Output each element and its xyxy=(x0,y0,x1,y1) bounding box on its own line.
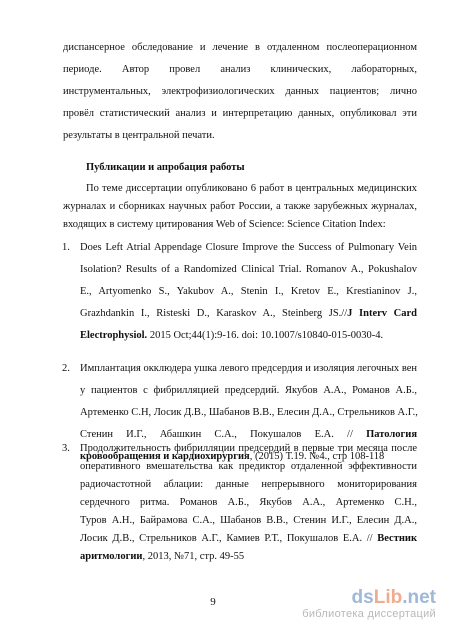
page-number: 9 xyxy=(210,596,216,608)
list-item-line xyxy=(80,550,417,563)
list-item-line: Isolation? Results of a Randomized Clinical Trial. Romanov A., Pokushalov xyxy=(80,264,417,275)
intro-line: провёл статистический анализ и интерпретацию данных, опубликовал эти xyxy=(63,108,417,119)
authors: Лосик Д.В., Стрельников А.Г., Камиев Р.Т., Покушалов Е.А. // xyxy=(80,533,373,544)
list-item-line: Артеменко С.Н, Лосик Д.В., Шабанов В.В., Елесин Д.А., Стрельников А.Г., xyxy=(80,407,418,418)
list-item-line: оперативного вмешательства как предиктор отдаленной эффективности xyxy=(80,461,417,472)
list-item-line: Туров А.Н., Байрамова С.А., Шабанов В.В., Стенин И.Г., Елесин Д.А., xyxy=(80,515,417,526)
citation-details: 2015 Oct;44(1):9-16. doi: 10.1007/s10840-015-0030-4. xyxy=(147,330,384,341)
journal-title: аритмологии xyxy=(80,551,143,562)
journal-title: J Interv Card xyxy=(347,308,417,319)
journal-title: Electrophysiol. xyxy=(80,330,148,341)
list-item-number: 2. xyxy=(62,363,70,374)
list-item-line: Продолжительность фибрилляции предсердий в первые три месяца после xyxy=(80,443,417,454)
list-item-line xyxy=(80,532,417,545)
list-item-line: Имплантация окклюдера ушка левого предсердия и изоляция легочных вен xyxy=(80,363,417,374)
journal-title: Вестник xyxy=(377,533,418,544)
watermark-subtitle: библиотека диссертаций xyxy=(302,608,436,620)
summary-line: входящих в систему цитирования Web of Science: Science Citation Index: xyxy=(63,219,386,230)
list-item-line xyxy=(80,307,417,320)
intro-line: периоде. Автор провел анализ клинических, лабораторных, xyxy=(63,64,417,75)
list-item-line xyxy=(80,428,417,441)
summary-line: журналах и сборниках научных работ России, а также зарубежных журналах, xyxy=(63,201,417,212)
list-item-line: E., Artyomenko S., Yakubov A., Stenin I., Kretov E., Krestianinov J., xyxy=(80,286,417,297)
list-item-number: 3. xyxy=(62,443,70,454)
citation-details: , 2013, №71, стр. 49-55 xyxy=(142,551,245,562)
intro-line: инструментальных, электрофизиологических данных пациентов; лично xyxy=(63,86,417,97)
list-item-line: сердечного ритма. Романов А.Б., Якубов А.А., Артеменко С.Н., xyxy=(80,497,417,508)
citation-details: , (2015) Т.19. №4., стр 108-118 xyxy=(249,451,385,462)
summary-line: По теме диссертации опубликовано 6 работ в центральных медицинских xyxy=(86,183,417,194)
intro-line: диспансерное обследование и лечение в отдаленном послеоперационном xyxy=(63,42,417,53)
list-item-line: Does Left Atrial Appendage Closure Improve the Success of Pulmonary Vein xyxy=(80,242,417,253)
watermark xyxy=(302,588,436,621)
journal-title: кровообращения и кардиохирургия xyxy=(80,451,250,462)
list-item-line: радиочастотной аблации: данные непрерывного мониторирования xyxy=(80,479,417,490)
authors: Grazhdankin I., Risteski D., Karaskov A., Steinberg JS.// xyxy=(80,308,348,319)
list-item-line: у пациентов с фибрилляцией предсердий. Якубов А.А., Романов А.Б., xyxy=(80,385,417,396)
intro-line: результаты в центральной печати. xyxy=(63,130,215,141)
list-item-line xyxy=(80,329,417,342)
section-heading: Публикации и апробация работы xyxy=(86,162,245,173)
list-item-number: 1. xyxy=(62,242,70,253)
watermark-logo: dsLib.net xyxy=(351,587,436,608)
journal-title: Патология xyxy=(366,429,417,440)
authors: Стенин И.Г., Абашкин С.А., Покушалов Е.А. // xyxy=(80,429,353,440)
